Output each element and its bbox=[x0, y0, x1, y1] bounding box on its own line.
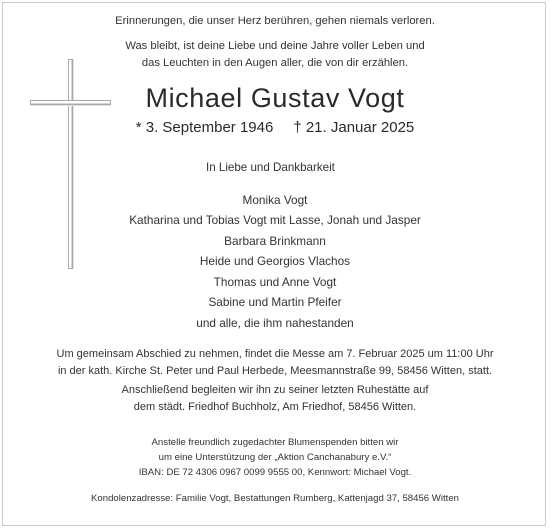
dankbarkeit-line: In Liebe und Dankbarkeit bbox=[206, 161, 335, 174]
donation-line-2: um eine Unterstützung der „Aktion Canchanabury e.V.“ bbox=[158, 452, 392, 463]
mourner-2: Katharina und Tobias Vogt mit Lasse, Jonah und Jasper bbox=[129, 213, 421, 227]
intro-line-1: Erinnerungen, die unser Herz berühren, gehen niemals verloren. bbox=[115, 15, 435, 27]
intro-line-2: Was bleibt, ist deine Liebe und deine Jahre voller Leben und bbox=[125, 40, 425, 52]
life-dates bbox=[0, 119, 550, 136]
deceased-name: Michael Gustav Vogt bbox=[145, 83, 405, 113]
donation-line-1: Anstelle freundlich zugedachter Blumenspenden bitten wir bbox=[151, 437, 399, 448]
death-date: † 21. Januar 2025 bbox=[293, 119, 415, 136]
burial-line-2: dem städt. Friedhof Buchholz, Am Friedhof, 58456 Witten. bbox=[133, 401, 417, 413]
mourner-3: Barbara Brinkmann bbox=[224, 234, 326, 248]
birth-date: * 3. September 1946 bbox=[135, 119, 274, 136]
mourner-5: Thomas und Anne Vogt bbox=[213, 275, 337, 289]
mourner-4: Heide und Georgios Vlachos bbox=[199, 254, 351, 268]
mourner-1: Monika Vogt bbox=[242, 193, 308, 207]
condolence-address: Kondolenzadresse: Familie Vogt, Bestattungen Rumberg, Kattenjagd 37, 58456 Witten bbox=[91, 493, 459, 504]
mourner-6: Sabine und Martin Pfeifer bbox=[208, 295, 342, 309]
mourner-7: und alle, die ihm nahestanden bbox=[196, 316, 354, 330]
burial-line-1: Anschließend begleiten wir ihn zu seiner letzten Ruhestätte auf bbox=[121, 384, 429, 396]
farewell-line-1: Um gemeinsam Abschied zu nehmen, findet die Messe am 7. Februar 2025 um 11:00 Uhr bbox=[56, 348, 494, 360]
intro-line-3: das Leuchten in den Augen aller, die von dir erzählen. bbox=[141, 57, 409, 69]
donation-line-3: IBAN: DE 72 4306 0967 0099 9555 00, Kennwort: Michael Vogt. bbox=[138, 467, 412, 478]
farewell-line-2: in der kath. Kirche St. Peter und Paul Herbede, Meesmannstraße 99, 58456 Witten, statt. bbox=[57, 365, 493, 377]
